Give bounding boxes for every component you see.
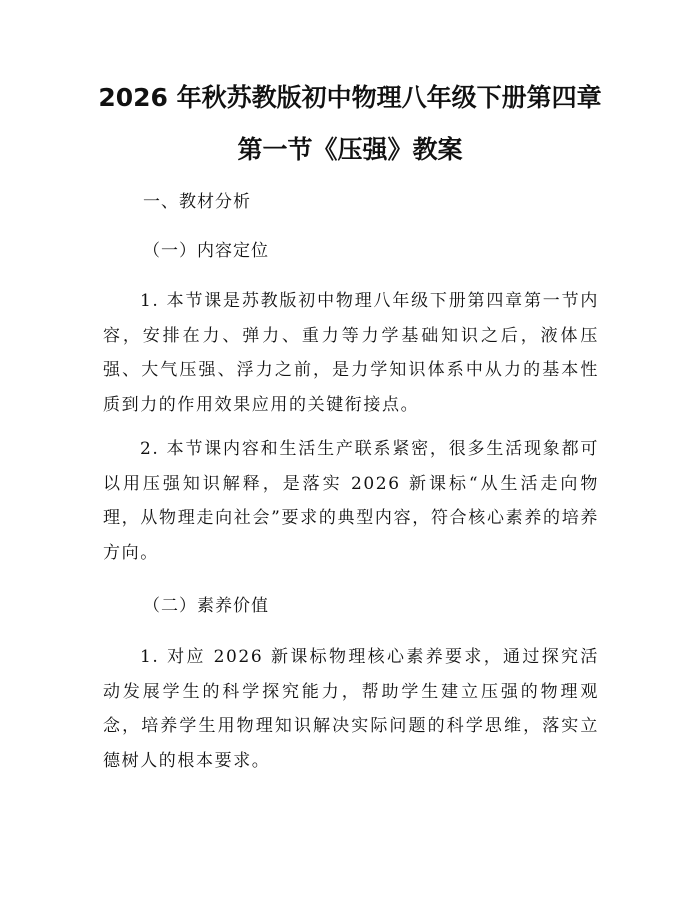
subsection-heading-literacy-value: （二）素养价值 — [143, 596, 269, 616]
document-title-line2: 第一节《压强》教案 — [237, 135, 463, 164]
subsection-heading-content-positioning: （一）内容定位 — [143, 241, 269, 261]
section-heading-textbook-analysis: 一、教材分析 — [143, 192, 251, 212]
paragraph-content-positioning-2: 2. 本节课内容和生活生产联系紧密，很多生活现象都可以用压强知识解释，是落实 2026 新课标“从生活走向物理，从物理走向社会”要求的典型内容，符合核心素养的培养方向。 — [103, 439, 599, 563]
document-title-line1: 2026 年秋苏教版初中物理八年级下册第四章 — [98, 83, 602, 112]
paragraph-content-positioning-1: 1. 本节课是苏教版初中物理八年级下册第四章第一节内容，安排在力、弹力、重力等力学基础知识之后，液体压强、大气压强、浮力之前，是力学知识体系中从力的基本性质到力的作用效果应用的关键衔接点。 — [103, 291, 599, 415]
paragraph-literacy-value-1: 1. 对应 2026 新课标物理核心素养要求，通过探究活动发展学生的科学探究能力，帮助学生建立压强的物理观念，培养学生用物理知识解决实际问题的科学思维，落实立德树人的根本要求。 — [103, 647, 599, 771]
